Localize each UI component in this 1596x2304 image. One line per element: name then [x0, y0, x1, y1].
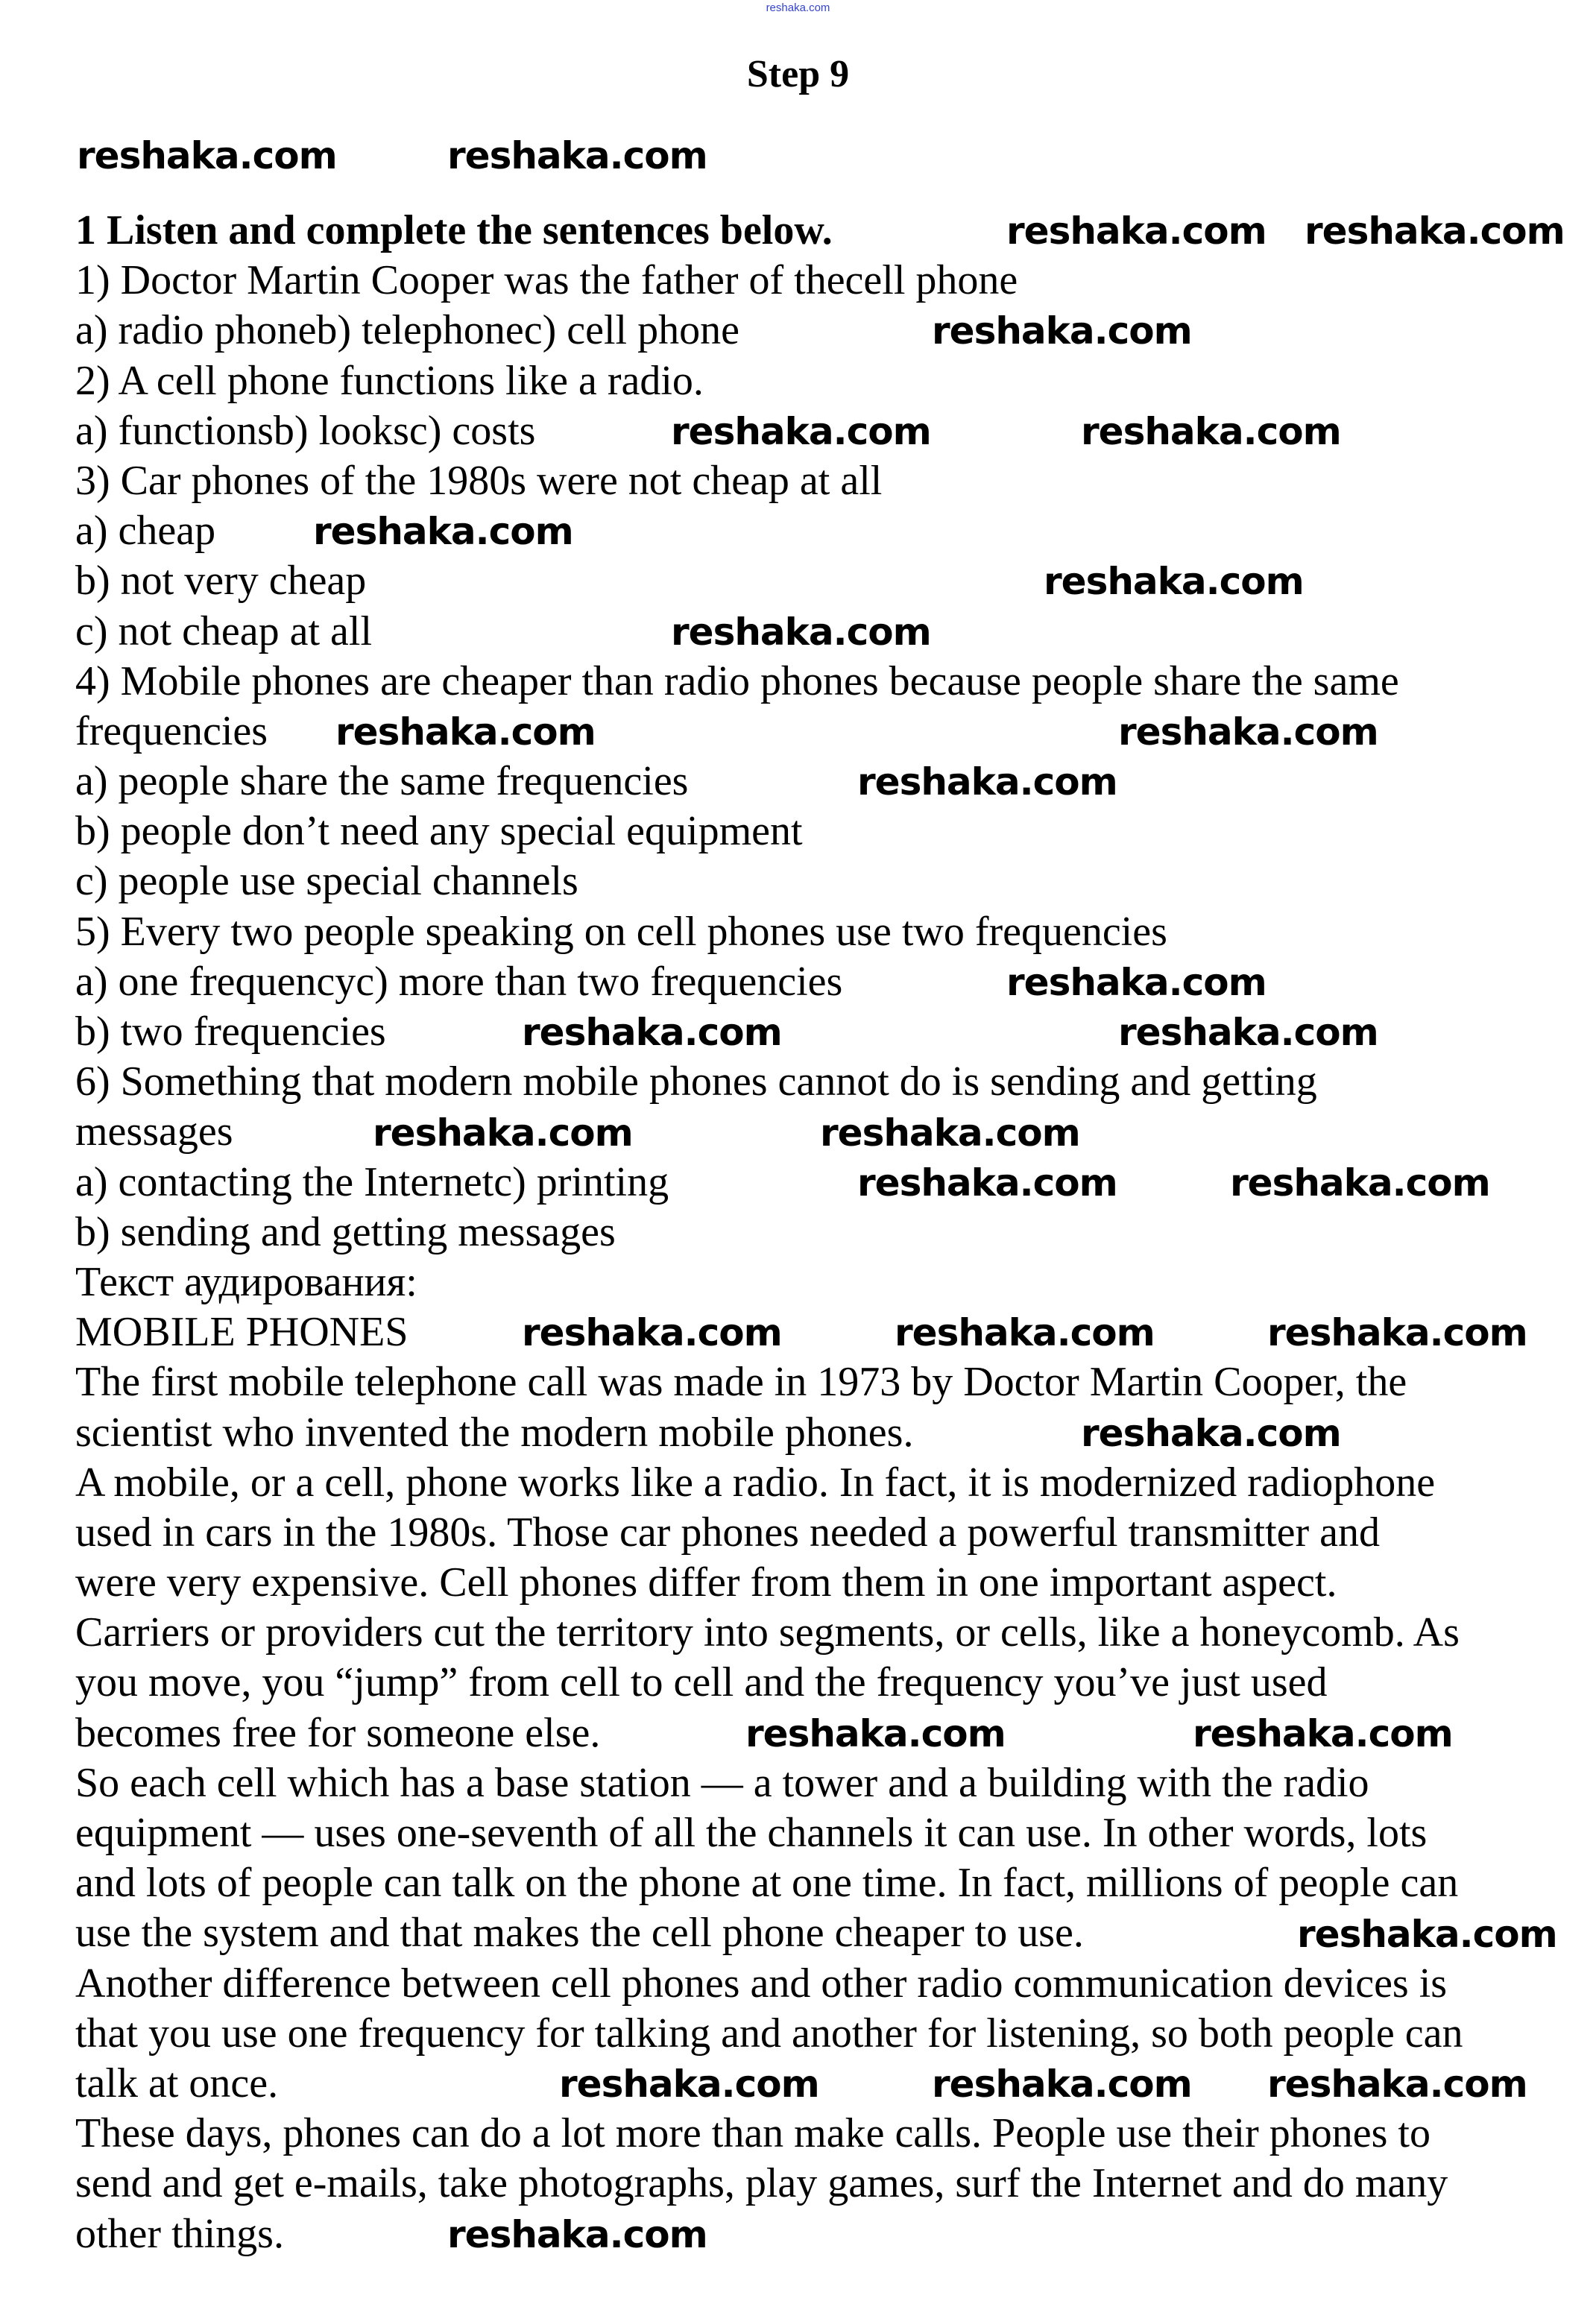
header-watermark: reshaka.com [766, 1, 830, 14]
transcript-line: The first mobile telephone call was made in 1973 by Doctor Martin Cooper, the [75, 1359, 1407, 1406]
task-heading: 1 Listen and complete the sentences below. [75, 207, 833, 253]
watermark: reshaka.com [77, 134, 337, 177]
watermark: reshaka.com [1006, 961, 1267, 1004]
watermark: reshaka.com [671, 610, 931, 654]
transcript-line: Another difference between cell phones and other radio communication devices is [75, 1960, 1448, 2007]
question-line: b) two frequencies [75, 1009, 386, 1055]
watermark: reshaka.com [857, 760, 1117, 804]
watermark: reshaka.com [857, 1161, 1117, 1205]
question-line: b) sending and getting messages [75, 1208, 616, 1255]
question-line: a) radio phoneb) telephonec) cell phone [75, 307, 739, 354]
watermark: reshaka.com [522, 1311, 782, 1355]
transcript-line: A mobile, or a cell, phone works like a radio. In fact, it is modernized radiophone [75, 1459, 1436, 1506]
transcript-line: talk at once. [75, 2060, 279, 2106]
transcript-line: send and get e-mails, take photographs, play games, surf the Internet and do many [75, 2160, 1448, 2207]
watermark: reshaka.com [1230, 1161, 1490, 1205]
question-line: messages [75, 1108, 233, 1155]
transcript-title: MOBILE PHONES [75, 1309, 409, 1356]
watermark: reshaka.com [1081, 409, 1341, 453]
watermark: reshaka.com [447, 134, 707, 177]
question-line: 4) Mobile phones are cheaper than radio phones because people share the same [75, 657, 1399, 704]
watermark: reshaka.com [522, 1011, 782, 1055]
question-line: a) cheap [75, 508, 216, 555]
question-line: 5) Every two people speaking on cell phones use two frequencies [75, 908, 1167, 955]
question-line: c) not cheap at all [75, 607, 373, 654]
question-line: 1) Doctor Martin Cooper was the father of thecell phone [75, 257, 1018, 304]
transcript-line: used in cars in the 1980s. Those car phones needed a powerful transmitter and [75, 1509, 1380, 1556]
watermark: reshaka.com [932, 309, 1192, 353]
transcript-line: and lots of people can talk on the phone at one time. In fact, millions of people can [75, 1860, 1459, 1907]
watermark: reshaka.com [1118, 1011, 1378, 1055]
watermark: reshaka.com [1081, 1411, 1341, 1455]
watermark: reshaka.com [1193, 1712, 1453, 1755]
questions-list [75, 256, 1559, 1257]
watermark: reshaka.com [1267, 1311, 1527, 1355]
transcript-line: These days, phones can do a lot more than make calls. People use their phones to [75, 2110, 1431, 2157]
watermark: reshaka.com [820, 1111, 1080, 1155]
watermark: reshaka.com [895, 1311, 1155, 1355]
watermark: reshaka.com [447, 2213, 707, 2256]
question-line: frequencies [75, 707, 268, 754]
question-line: b) not very cheap [75, 558, 367, 605]
transcript-line: use the system and that makes the cell phone cheaper to use. [75, 1910, 1084, 1957]
watermark: reshaka.com [1044, 560, 1304, 604]
watermark: reshaka.com [1006, 209, 1267, 253]
question-line: a) contacting the Internetc) printing [75, 1158, 669, 1205]
question-line: 3) Car phones of the 1980s were not cheap at all [75, 457, 883, 504]
question-line: a) one frequencyc) more than two frequencies [75, 958, 843, 1005]
watermark: reshaka.com [671, 409, 931, 453]
transcript-line: other things. [75, 2210, 284, 2257]
transcript-line: So each cell which has a base station — a tower and a building with the radio [75, 1759, 1369, 1806]
watermark: reshaka.com [1297, 1912, 1557, 1956]
watermark: reshaka.com [373, 1111, 633, 1155]
watermark: reshaka.com [932, 2062, 1192, 2106]
question-line: 6) Something that modern mobile phones cannot do is sending and getting [75, 1058, 1317, 1105]
transcript-line: scientist who invented the modern mobile phones. [75, 1409, 914, 1456]
question-line: b) people don’t need any special equipment [75, 808, 803, 855]
transcript-line: Carriers or providers cut the territory into segments, or cells, like a honeycomb. As [75, 1609, 1460, 1656]
transcript-label: Текст аудирования: [75, 1258, 417, 1305]
transcript-line: you move, you “jump” from cell to cell and the frequency you’ve just used [75, 1659, 1328, 1706]
transcript-text [75, 1357, 1559, 2259]
transcript-line: that you use one frequency for talking and another for listening, so both people can [75, 2010, 1463, 2057]
watermark: reshaka.com [1305, 209, 1565, 253]
transcript-line: were very expensive. Cell phones differ from them in one important aspect. [75, 1559, 1337, 1606]
watermark: reshaka.com [1267, 2062, 1527, 2106]
question-line: a) people share the same frequencies [75, 758, 689, 805]
watermark: reshaka.com [559, 2062, 819, 2106]
watermark: reshaka.com [313, 510, 573, 554]
question-line: a) functionsb) looksc) costs [75, 407, 536, 454]
question-line: c) people use special channels [75, 858, 578, 905]
transcript-line: becomes free for someone else. [75, 1709, 601, 1756]
watermark: reshaka.com [745, 1712, 1006, 1755]
watermark: reshaka.com [335, 710, 596, 754]
page-title: Step 9 [746, 53, 850, 95]
watermark: reshaka.com [1118, 710, 1378, 754]
transcript-line: equipment — uses one-seventh of all the channels it can use. In other words, lots [75, 1810, 1428, 1856]
question-line: 2) A cell phone functions like a radio. [75, 357, 704, 404]
